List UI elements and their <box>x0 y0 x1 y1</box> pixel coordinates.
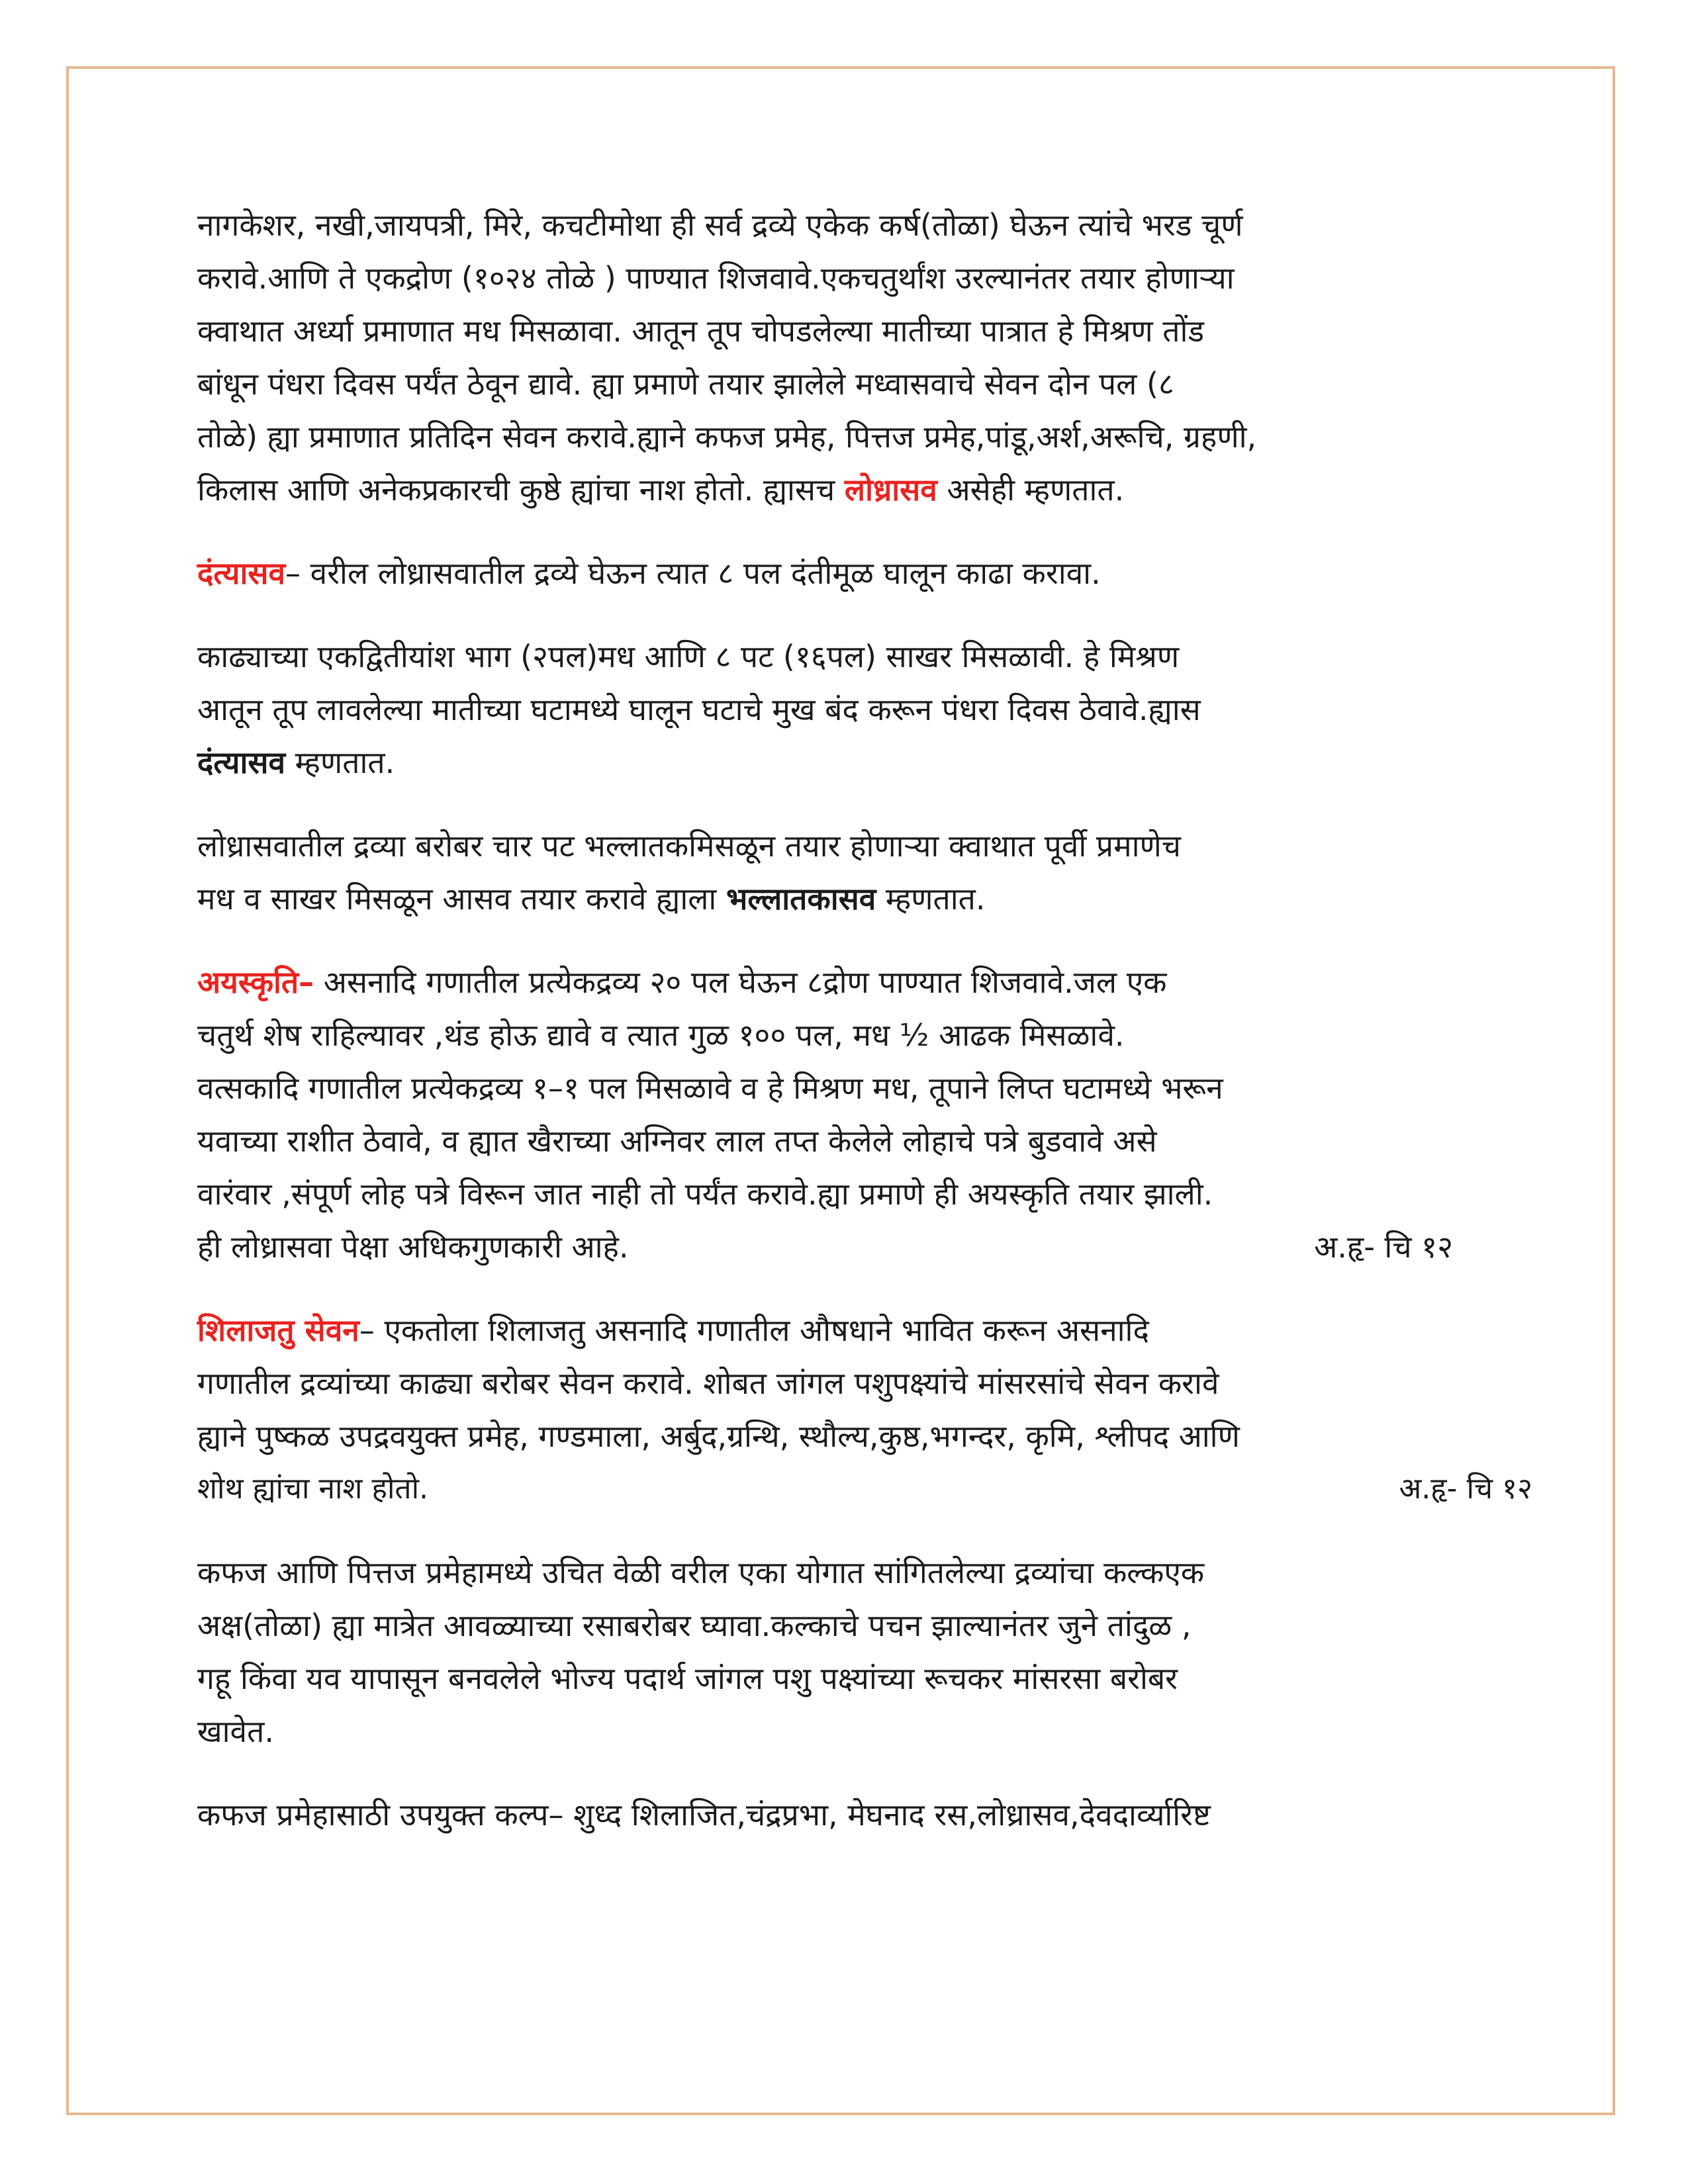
text-line: क्वाथात अर्ध्या प्रमाणात मध मिसळावा. आतून तूप चोपडलेल्या मातीच्या पात्रात हे मिश्रण तोंड <box>197 313 1205 349</box>
text-line <box>197 1463 1532 1516</box>
reference-citation: अ.हृ- चि १२ <box>1314 1229 1453 1265</box>
text-line <box>197 872 1485 925</box>
text-run: – वरील लोध्रासवातील द्रव्ये घेऊन त्यात ८ पल दंतीमूळ घालून काढा करावा. <box>285 555 1101 591</box>
text-line: बांधून पंधरा दिवस पर्यंत ठेवून द्यावे. ह्या प्रमाणे तयार झालेले मध्वासवाचे सेवन दोन पल (८ <box>197 366 1174 402</box>
text-line <box>197 1220 1485 1273</box>
text-line: ह्याने पुष्कळ उपद्रवयुक्त प्रमेह, गण्डमाला, अर्बुद,ग्रन्थि, स्थौल्य,कुष्ठ,भगन्दर, कृमि, श्लीपद आणि <box>197 1418 1240 1454</box>
paragraph-kapha-kalpa <box>197 1788 1485 1841</box>
text-line: नागकेशर, नखी,जायपत्री, मिरे, कचटीमोथा ही सर्व द्रव्ये एकेक कर्ष(तोळा) घेऊन त्यांचे भरड चूर्ण <box>197 207 1243 243</box>
paragraph-lodhrasava <box>197 199 1485 516</box>
text-run: म्हणतात. <box>285 745 395 780</box>
document-body <box>197 199 1532 1872</box>
text-line: करावे.आणि ते एकद्रोण (१०२४ तोळे ) पाण्यात शिजवावे.एकचतुर्थांश उरल्यानंतर तयार होणाऱ्या <box>197 260 1235 296</box>
text-line: अक्ष(तोळा) ह्या मात्रेत आवळ्याच्या रसाबरोबर घ्यावा.कल्काचे पचन झाल्यानंतर जुने तांदुळ , <box>197 1608 1192 1643</box>
paragraph-kapha-pitta <box>197 1546 1485 1758</box>
paragraph-shilajatu <box>197 1304 1532 1516</box>
text-run: ही लोध्रासवा पेक्षा अधिकगुणकारी आहे. <box>197 1229 629 1265</box>
term-lodhrasava: लोध्रासव <box>844 472 937 508</box>
paragraph-dantyasava-heading <box>197 547 1485 600</box>
paragraph-dantyasava <box>197 630 1485 789</box>
text-run: किलास आणि अनेकप्रकारची कुष्ठे ह्यांचा नाश होतो. ह्यासच <box>197 472 845 508</box>
text-line <box>197 463 1485 516</box>
heading-ayaskriti: अयस्कृति– <box>197 964 314 1000</box>
text-line: वत्सकादि गणातील प्रत्येकद्रव्य १–१ पल मिसळावे व हे मिश्रण मध, तूपाने लिप्त घटामध्ये भरून <box>197 1070 1223 1106</box>
text-line: खावेत. <box>197 1713 274 1749</box>
text-line: गणातील द्रव्यांच्या काढ्या बरोबर सेवन करावे. शोबत जांगल पशुपक्ष्यांचे मांसरसांचे सेवन करावे <box>197 1365 1219 1401</box>
text-line: गहू किंवा यव यापासून बनवलेले भोज्य पदार्थ जांगल पशु पक्ष्यांच्या रूचकर मांसरसा बरोबर <box>197 1661 1178 1696</box>
text-run: मध व साखर मिसळून आसव तयार करावे ह्याला <box>197 881 726 917</box>
text-line: यवाच्या राशीत ठेवावे, व ह्यात खैराच्या अग्निवर लाल तप्त केलेले लोहाचे पत्रे बुडवावे असे <box>197 1123 1157 1159</box>
heading-shilajatu: शिलाजतु सेवन <box>197 1312 359 1348</box>
text-line: काढ्याच्या एकद्वितीयांश भाग (२पल)मध आणि ८ पट (१६पल) साखर मिसळावी. हे मिश्रण <box>197 639 1180 674</box>
text-line: लोध्रासवातील द्रव्या बरोबर चार पट भल्लातकमिसळून तयार होणाऱ्या क्वाथात पूर्वी प्रमाणेच <box>197 828 1181 864</box>
text-line: चतुर्थ शेष राहिल्यावर ,थंड होऊ द्यावे व त्यात गुळ १०० पल, मध ½ आढक मिसळावे. <box>197 1017 1125 1053</box>
term-bhallatakasava: भल्लातकासव <box>726 881 876 917</box>
text-run: – एकतोला शिलाजतु असनादि गणातील औषधाने भावित करून असनादि <box>359 1312 1149 1348</box>
text-line <box>197 547 1485 600</box>
reference-citation: अ.हृ- चि १२ <box>1399 1472 1532 1506</box>
text-line: कफज प्रमेहासाठी उपयुक्त कल्प– शुध्द शिलाजित,चंद्रप्रभा, मेघनाद रस,लोध्रासव,देवदार्व्यारिष्ट <box>197 1797 1211 1833</box>
text-run: असनादि गणातील प्रत्येकद्रव्य २० पल घेऊन ८द्रोण पाण्यात शिजवावे.जल एक <box>314 964 1167 1000</box>
text-line: आतून तूप लावलेल्या मातीच्या घटामध्ये घालून घटाचे मुख बंद करून पंधरा दिवस ठेवावे.ह्यास <box>197 692 1201 727</box>
heading-dantyasava: दंत्यासव <box>197 555 286 591</box>
text-line <box>197 736 1485 789</box>
text-line: वारंवार ,संपूर्ण लोह पत्रे विरून जात नाही तो पर्यंत करावे.ह्या प्रमाणे ही अयस्कृति तयार झाली. <box>197 1176 1213 1212</box>
text-run: म्हणतात. <box>876 881 986 917</box>
term-dantyasava: दंत्यासव <box>197 745 286 780</box>
text-line: तोळे) ह्या प्रमाणात प्रतिदिन सेवन करावे.ह्याने कफज प्रमेह, पित्तज प्रमेह,पांडू,अर्श,अरूचि, ग्रहणी, <box>197 419 1257 455</box>
text-line <box>197 956 1485 1009</box>
text-line: कफज आणि पित्तज प्रमेहामध्ये उचित वेळी वरील एका योगात सांगितलेल्या द्रव्यांचा कल्कएक <box>197 1555 1205 1590</box>
paragraph-ayaskriti <box>197 956 1485 1273</box>
paragraph-bhallatakasava <box>197 819 1485 925</box>
text-run: असेही म्हणतात. <box>937 472 1125 508</box>
text-line <box>197 1304 1485 1357</box>
text-run: शोथ ह्यांचा नाश होतो. <box>197 1472 429 1506</box>
